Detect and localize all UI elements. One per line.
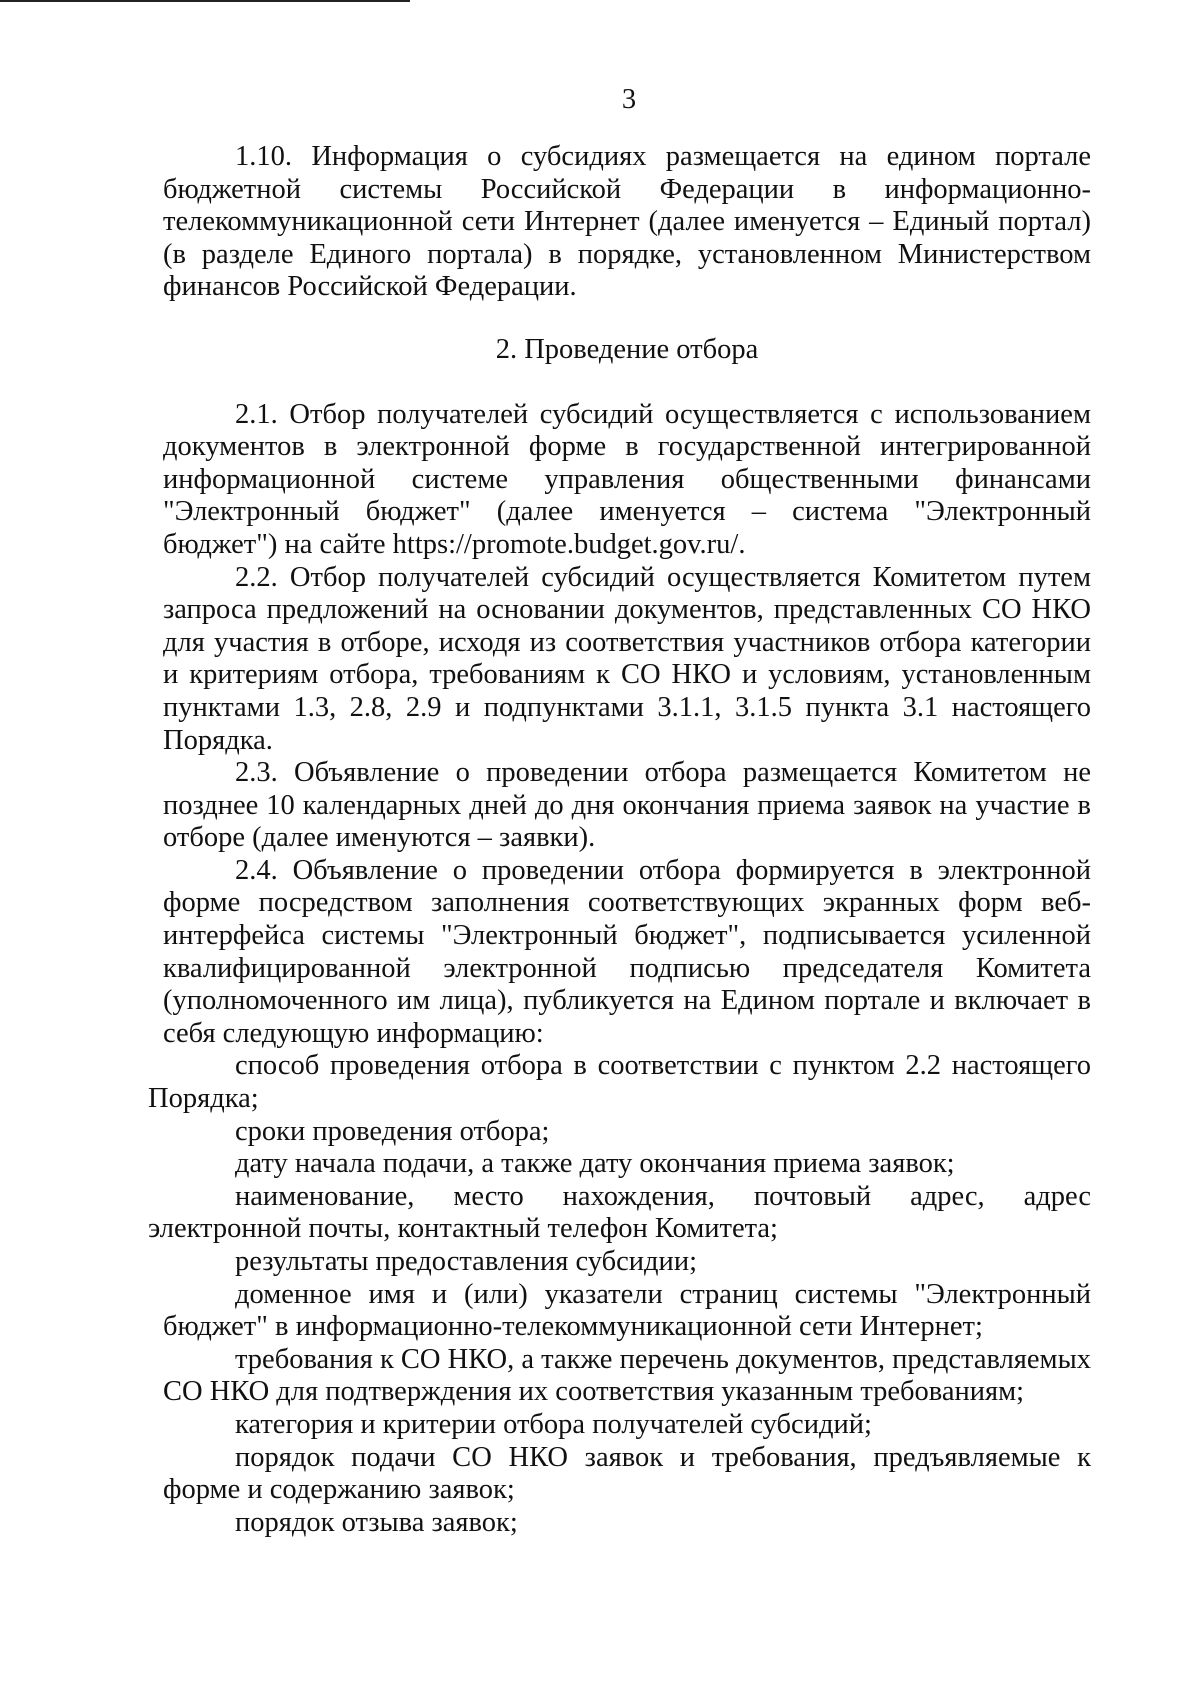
paragraph-2-1: 2.1. Отбор получателей субсидий осуществляется с использованием документов в электронной форме в государственной интегрированной информационной системе управления общественными финансами "Электронный бюджет" (далее именуется – система "Электронный бюджет") на сайте https://promote.budget.gov.ru/. — [163, 398, 1091, 560]
list-item-terms: сроки проведения отбора; — [235, 1115, 550, 1147]
list-item-criteria: категория и критерии отбора получателей субсидий; — [235, 1408, 872, 1440]
paragraph-2-2: 2.2. Отбор получателей субсидий осуществляется Комитетом путем запроса предложений на основании документов, представленных СО НКО для участия в отборе, исходя из соответствия участников отбора категории и критериям отбора, требованиям к СО НКО и условиям, установленным пунктами 1.3, 2.8, 2.9 и подпунктами 3.1.1, 3.1.5 пункта 3.1 настоящего Порядка. — [163, 561, 1091, 756]
section-heading: 2. Проведение отбора — [495, 333, 759, 365]
list-item-requirements: требования к СО НКО, а также перечень документов, представляемых СО НКО для подтверждения их соответствия указанным требованиям; — [163, 1343, 1091, 1408]
document-body — [148, 141, 1091, 1539]
list-item-withdrawal-order: порядок отзыва заявок; — [235, 1506, 518, 1538]
paragraph-1-10: 1.10. Информация о субсидиях размещается на едином портале бюджетной системы Российской Федерации в информационно-телекоммуникационной сети Интернет (далее именуется – Единый портал) (в разделе Единого портала) в порядке, установленном Министерством финансов Российской Федерации. — [163, 141, 1091, 303]
list-item-dates: дату начала подачи, а также дату окончания приема заявок; — [235, 1148, 955, 1180]
paragraph-2-4: 2.4. Объявление о проведении отбора формируется в электронной форме посредством заполнения соответствующих экранных форм веб-интерфейса системы "Электронный бюджет", подписывается усиленной квалифицированной электронной подписью председателя Комитета (уполномоченного им лица), публикуется на Едином портале и включает в себя следующую информацию: — [163, 854, 1091, 1049]
list-item-name-address: наименование, место нахождения, почтовый адрес, адрес электронной почты, контактный телефон Комитета; — [148, 1180, 1091, 1245]
paragraph-2-3: 2.3. Объявление о проведении отбора размещается Комитетом не позднее 10 календарных дней до дня окончания приема заявок на участие в отборе (далее именуются – заявки). — [163, 757, 1091, 854]
list-item-domain: доменное имя и (или) указатели страниц системы "Электронный бюджет" в информационно-телекоммуникационной сети Интернет; — [163, 1278, 1091, 1343]
list-item-submission-order: порядок подачи СО НКО заявок и требования, предъявляемые к форме и содержанию заявок; — [163, 1441, 1091, 1506]
page-number: 3 — [621, 84, 637, 115]
top-border-line — [0, 0, 410, 2]
list-item-method: способ проведения отбора в соответствии с пунктом 2.2 настоящего Порядка; — [148, 1050, 1091, 1115]
list-item-results: результаты предоставления субсидии; — [235, 1246, 697, 1277]
